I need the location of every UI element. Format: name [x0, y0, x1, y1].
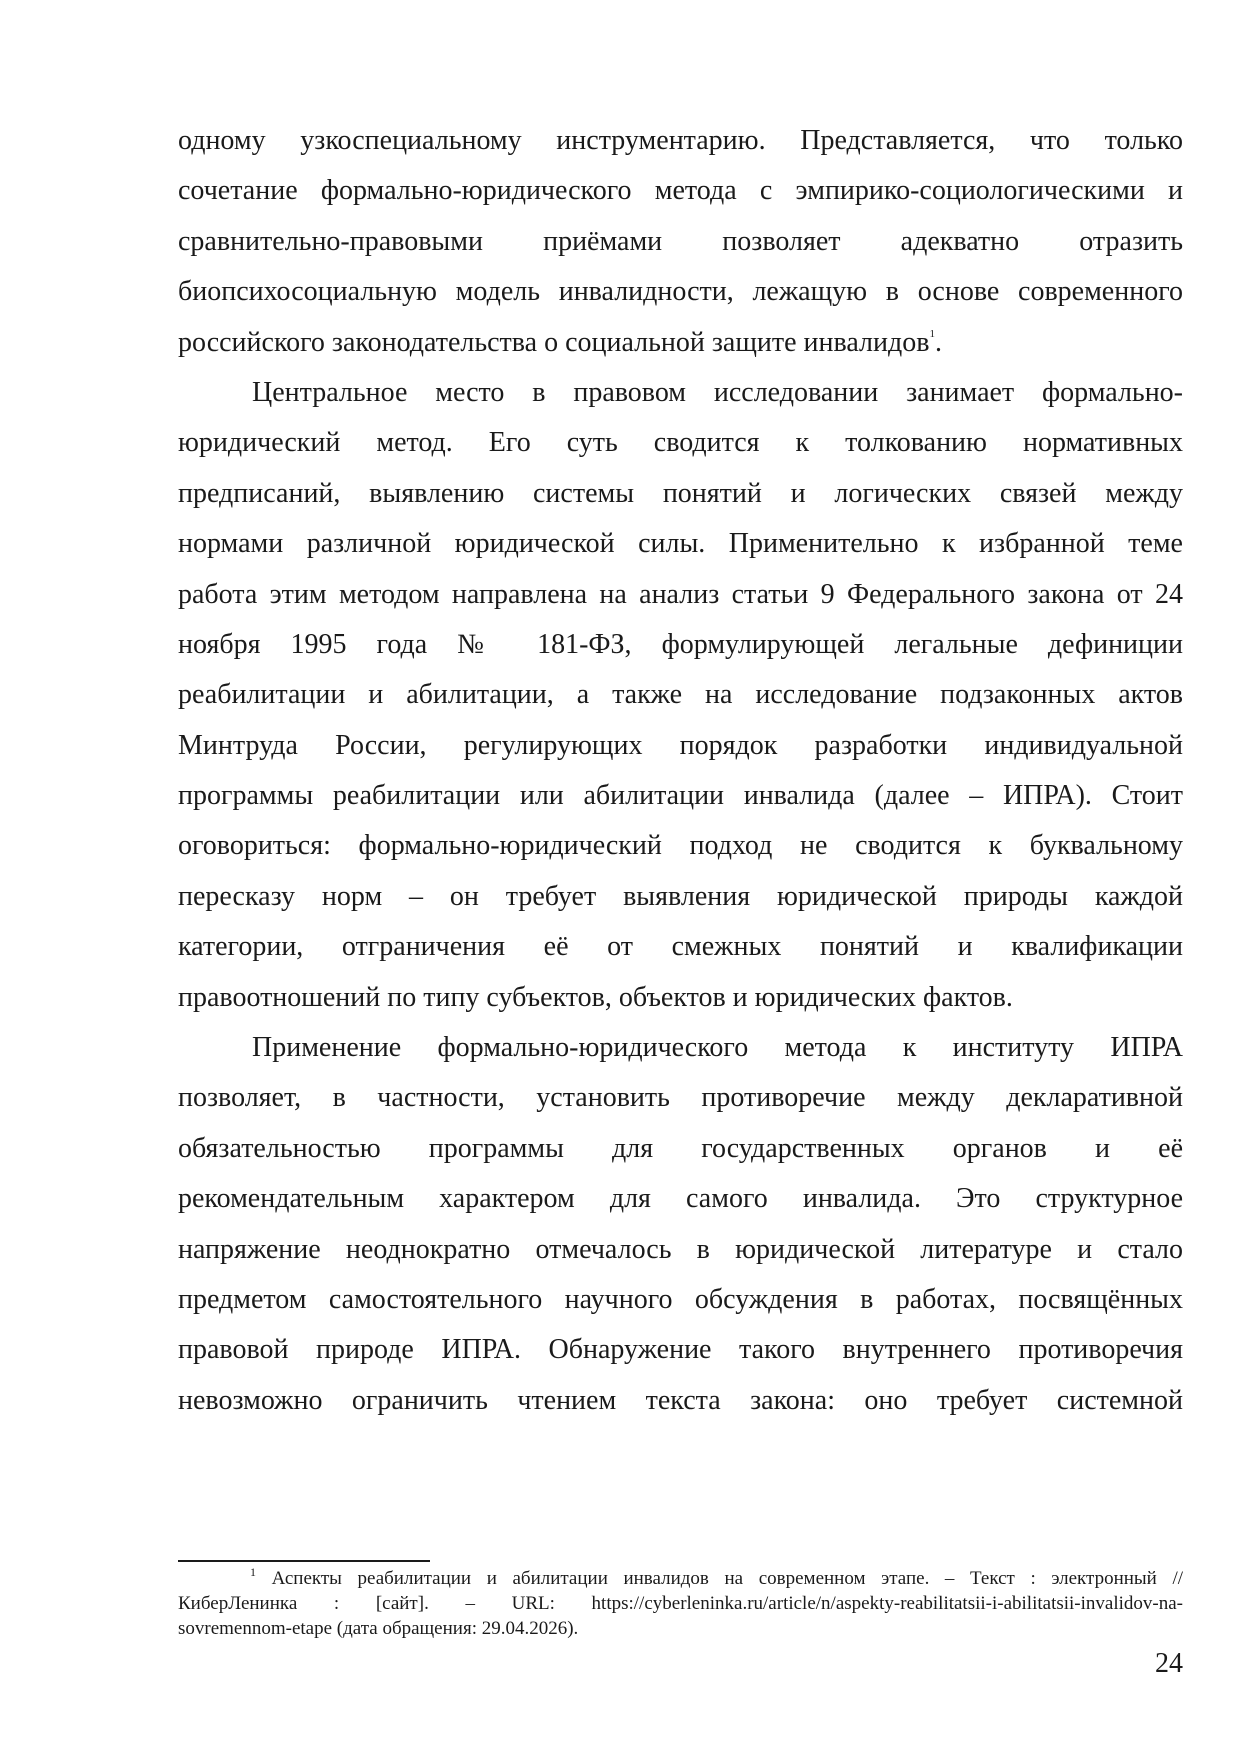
- text-line: сравнительно-правовыми приёмами позволяет адекватно отразить: [178, 225, 1183, 257]
- text-line: программы реабилитации или абилитации инвалида (далее – ИПРА). Стоит: [178, 780, 1183, 812]
- text-line: Центральное место в правовом исследовании занимает формально-: [252, 376, 1183, 408]
- text-line: работа этим методом направлена на анализ статьи 9 Федерального закона от 24: [178, 578, 1183, 610]
- text-line: юридический метод. Его суть сводится к толкованию нормативных: [178, 427, 1183, 459]
- text-line: позволяет, в частности, установить противоречие между декларативной: [178, 1082, 1183, 1114]
- text-line: одному узкоспециальному инструментарию. Представляется, что только: [178, 125, 1183, 156]
- footnote-line: [178, 1566, 1183, 1591]
- text-line: правовой природе ИПРА. Обнаружение такого внутреннего противоречия: [178, 1334, 1183, 1366]
- footnote-line-content: Аспекты реабилитации и абилитации инвалидов на современном этапе. – Текст : электронный //: [271, 1568, 1183, 1589]
- text-line: предметом самостоятельного научного обсуждения в работах, посвящённых: [178, 1283, 1183, 1315]
- text-line: предписаний, выявлению системы понятий и логических связей между: [178, 477, 1183, 509]
- text-line: правоотношений по типу субъектов, объектов и юридических фактов.: [178, 981, 1013, 1013]
- footnote-reference[interactable]: 1: [929, 327, 935, 340]
- footnote-line: КиберЛенинка : [сайт]. – URL: https://cyberleninka.ru/article/n/aspekty-reabilitatsii-i-abilitatsii-invalidov-na-: [178, 1593, 1183, 1614]
- text-line: категории, отграничения её от смежных понятий и квалификации: [178, 931, 1183, 963]
- text-line: невозможно ограничить чтением текста закона: оно требует системной: [178, 1384, 1183, 1416]
- text-line-content: российского законодательства о социальной защите инвалидов: [178, 326, 930, 358]
- text-line: напряжение неоднократно отмечалось в юридической литературе и стало: [178, 1233, 1183, 1265]
- text-line: [178, 318, 1183, 368]
- text-line: реабилитации и абилитации, а также на исследование подзаконных актов: [178, 679, 1183, 711]
- text-line: оговориться: формально-юридический подход не сводится к буквальному: [178, 830, 1183, 862]
- body-text: [178, 116, 1183, 1426]
- text-line: нормами различной юридической силы. Применительно к избранной теме: [178, 528, 1183, 560]
- footnote-line: sovremennom-etape (дата обращения: 29.04.2026).: [178, 1618, 579, 1639]
- footnote-separator: [178, 1560, 430, 1562]
- text-line: рекомендательным характером для самого инвалида. Это структурное: [178, 1183, 1183, 1215]
- sentence-period: .: [934, 326, 942, 358]
- footnote: [178, 1566, 1183, 1641]
- page-number: 24: [1155, 1648, 1183, 1679]
- text-line: ноября 1995 года № 181-ФЗ, формулирующей легальные дефиниции: [178, 628, 1183, 660]
- text-line: сочетание формально-юридического метода с эмпирико-социологическими и: [178, 175, 1183, 207]
- text-line: биопсихосоциальную модель инвалидности, лежащую в основе современного: [178, 276, 1183, 308]
- footnote-mark: 1: [250, 1565, 256, 1579]
- text-line: обязательностью программы для государственных органов и её: [178, 1132, 1183, 1164]
- text-line: пересказу норм – он требует выявления юридической природы каждой: [178, 880, 1183, 912]
- text-line: Минтруда России, регулирующих порядок разработки индивидуальной: [178, 729, 1183, 761]
- text-line: Применение формально-юридического метода к институту ИПРА: [252, 1032, 1183, 1064]
